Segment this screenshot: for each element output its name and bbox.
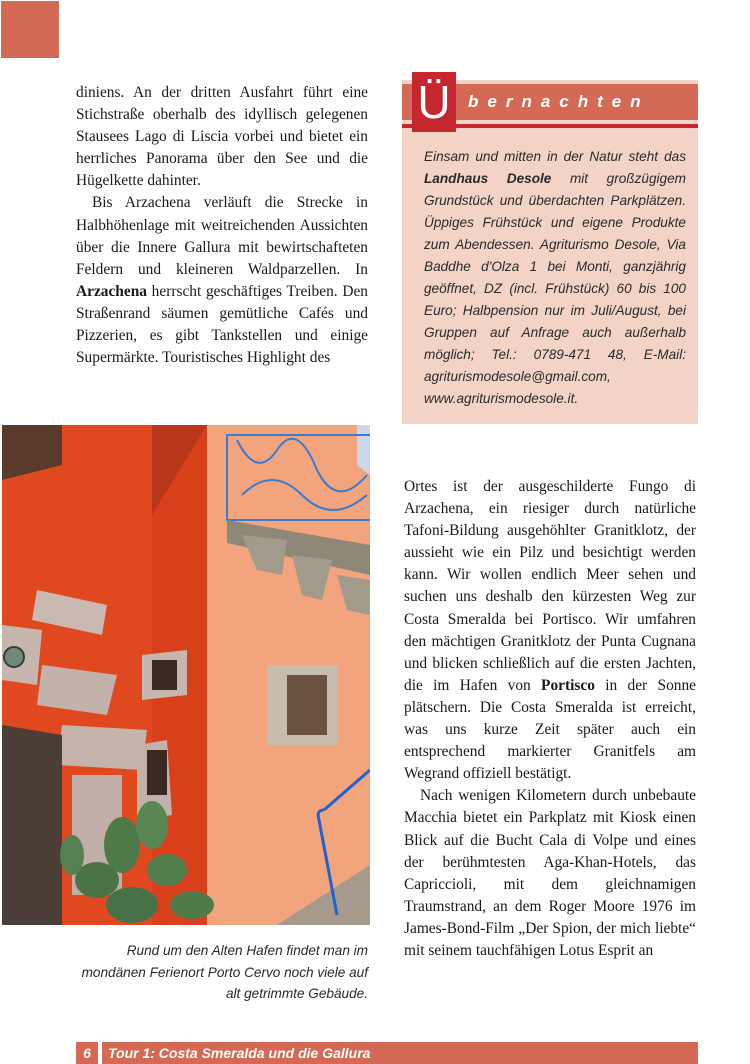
left-text-column	[76, 82, 368, 369]
bold-place-name: Portisco	[541, 676, 595, 694]
right-text-column	[404, 476, 696, 962]
text-run: Ortes ist der ausgeschilderte Fungo di Arzachena, ein riesiger durch natürliche Tafoni-Bildung ausgehöhlter Granitklotz, der aussieht wie ein Pilz und besichtigt werden kann. Wir wollen endlich Meer sehen und suchen uns deshalb den kürzesten Weg zur Costa Smeralda bei Portisco. Wir umfahren den mächtigen Granitklotz der Punta Cugnana und blicken schließlich auf die ersten Jachten, die im Hafen von	[404, 478, 696, 694]
caption-text: Rund um den Alten Hafen findet man im mondänen Ferienort Porto Cervo noch viele auf alt getrimmte Gebäude.	[81, 943, 368, 1001]
text-run: in der Sonne plätschern. Die Costa Smeralda ist erreicht, was uns kurze Zeit später auch ein entsprechend markierter Granitfels am Wegrand offiziell bestätigt.	[404, 676, 696, 783]
text-run: herrscht geschäftiges Treiben. Den Straßenrand säumen gemütliche Cafés und Pizzerien, es gibt Tankstellen und einige Supermärkte. Touristisches Highlight des	[76, 282, 368, 367]
bold-lodging-name: Landhaus Desole	[424, 171, 552, 186]
info-box-title: bernachten	[468, 92, 650, 111]
info-box-initial: Ü	[417, 76, 451, 128]
photo-caption	[80, 940, 368, 1005]
paragraph	[404, 476, 696, 785]
paragraph: diniens. An der dritten Ausfahrt führt eine Stichstraße oberhalb des idyllisch gelegenen Stausees Lago di Liscia vorbei und bietet ein herrliches Panorama über den See und die Hügelkette dahinter.	[76, 84, 368, 190]
info-box-initial-badge	[412, 72, 456, 132]
running-title: Tour 1: Costa Smeralda und die Gallura	[102, 1042, 698, 1064]
info-box-text	[424, 146, 686, 410]
paragraph	[76, 192, 368, 369]
info-box-body	[424, 146, 686, 410]
paragraph: Nach wenigen Kilometern durch unbebaute Macchia bietet ein Parkplatz mit Kiosk einen Blick auf die Bucht Cala di Volpe und eines der berühmtesten Aga-Khan-Hotels, das Capriccioli, mit dem gleichnamigen Traumstrand, an dem Roger Moore 1976 im James-Bond-Film „Der Spion, der mich liebte“ mit seinem tauchfähigen Lotus Esprit an	[404, 787, 696, 959]
text-run: Bis Arzachena verläuft die Strecke in Halbhöhenlage mit weitreichenden Aussichten über die Innere Gallura mit bewirtschafteten Feldern und kleineren Waldparzellen. In	[76, 194, 368, 278]
text-run: Einsam und mitten in der Natur steht das	[424, 149, 686, 164]
corner-color-tab	[1, 1, 59, 58]
text-run: mit großzügigem Grundstück und überdachten Parkplätzen. Üppiges Frühstück und eigene Produkte zum Abendessen. Agriturismo Desole, Via Baddhe d'Olza 1 bei Monti, ganzjährig geöffnet, DZ (incl. Frühstück) 60 bis 100 Euro; Halbpension nur im Juli/August, bei Gruppen auf Anfrage auch außerhalb möglich; Tel.: 0789-471 48, E-Mail: agriturismodesole@gmail.com, www.agriturismodesole.it.	[424, 171, 686, 406]
photo-porto-cervo-building	[2, 425, 370, 925]
info-box-accommodation	[402, 76, 698, 424]
bold-place-name: Arzachena	[76, 282, 147, 300]
page-number: 6	[76, 1042, 98, 1064]
